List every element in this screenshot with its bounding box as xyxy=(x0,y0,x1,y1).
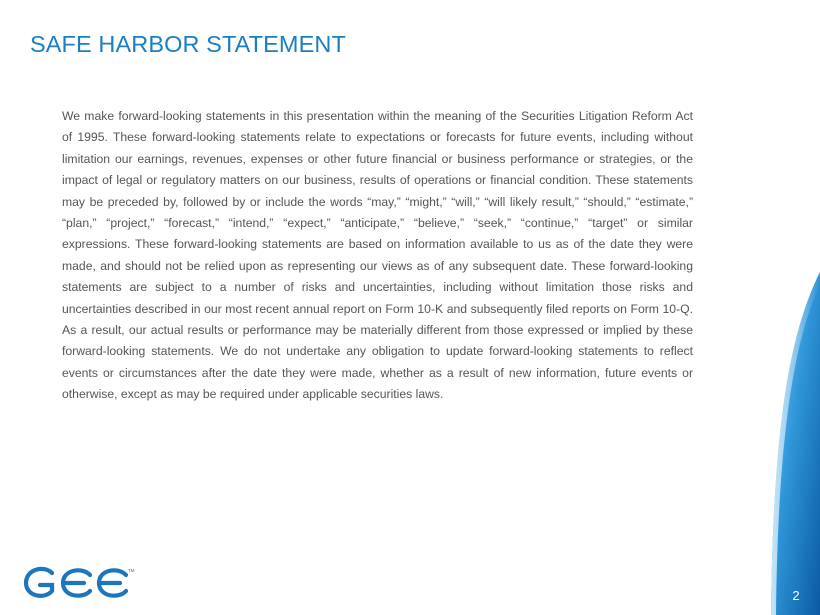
safe-harbor-body-text: We make forward-looking statements in this presentation within the meaning of the Securities Litigation Reform Act of 1995. These forward-looking statements relate to expectations or forecasts for future events, including without limitation our earnings, revenues, expenses or other future financial or business performance or strategies, or the impact of legal or regulatory matters on our business, results of operations or financial condition. These statements may be preceded by, followed by or include the words “may,” “might,” “will,” “will likely result,” “should,” “estimate,” “plan,” “project,” “forecast,” “intend,” “expect,” “anticipate,” “believe,” “seek,” “continue,” “target” or similar expressions. These forward-looking statements are based on information available to us as of the date they were made, and should not be relied upon as representing our views as of any subsequent date. These forward-looking statements are subject to a number of risks and uncertainties, including without limitation those risks and uncertainties described in our most recent annual report on Form 10-K and subsequently filed reports on Form 10-Q. As a result, our actual results or performance may be materially different from those expressed or implied by these forward-looking statements. We do not undertake any obligation to update forward-looking statements to reflect events or circumstances after the date they were made, whether as a result of new information, future events or otherwise, except as may be required under applicable securities laws. xyxy=(62,109,693,402)
gee-logo-icon xyxy=(22,563,136,603)
page-number: 2 xyxy=(792,588,800,603)
slide-title: SAFE HARBOR STATEMENT xyxy=(30,31,346,57)
trademark-mark: TM xyxy=(128,568,135,573)
